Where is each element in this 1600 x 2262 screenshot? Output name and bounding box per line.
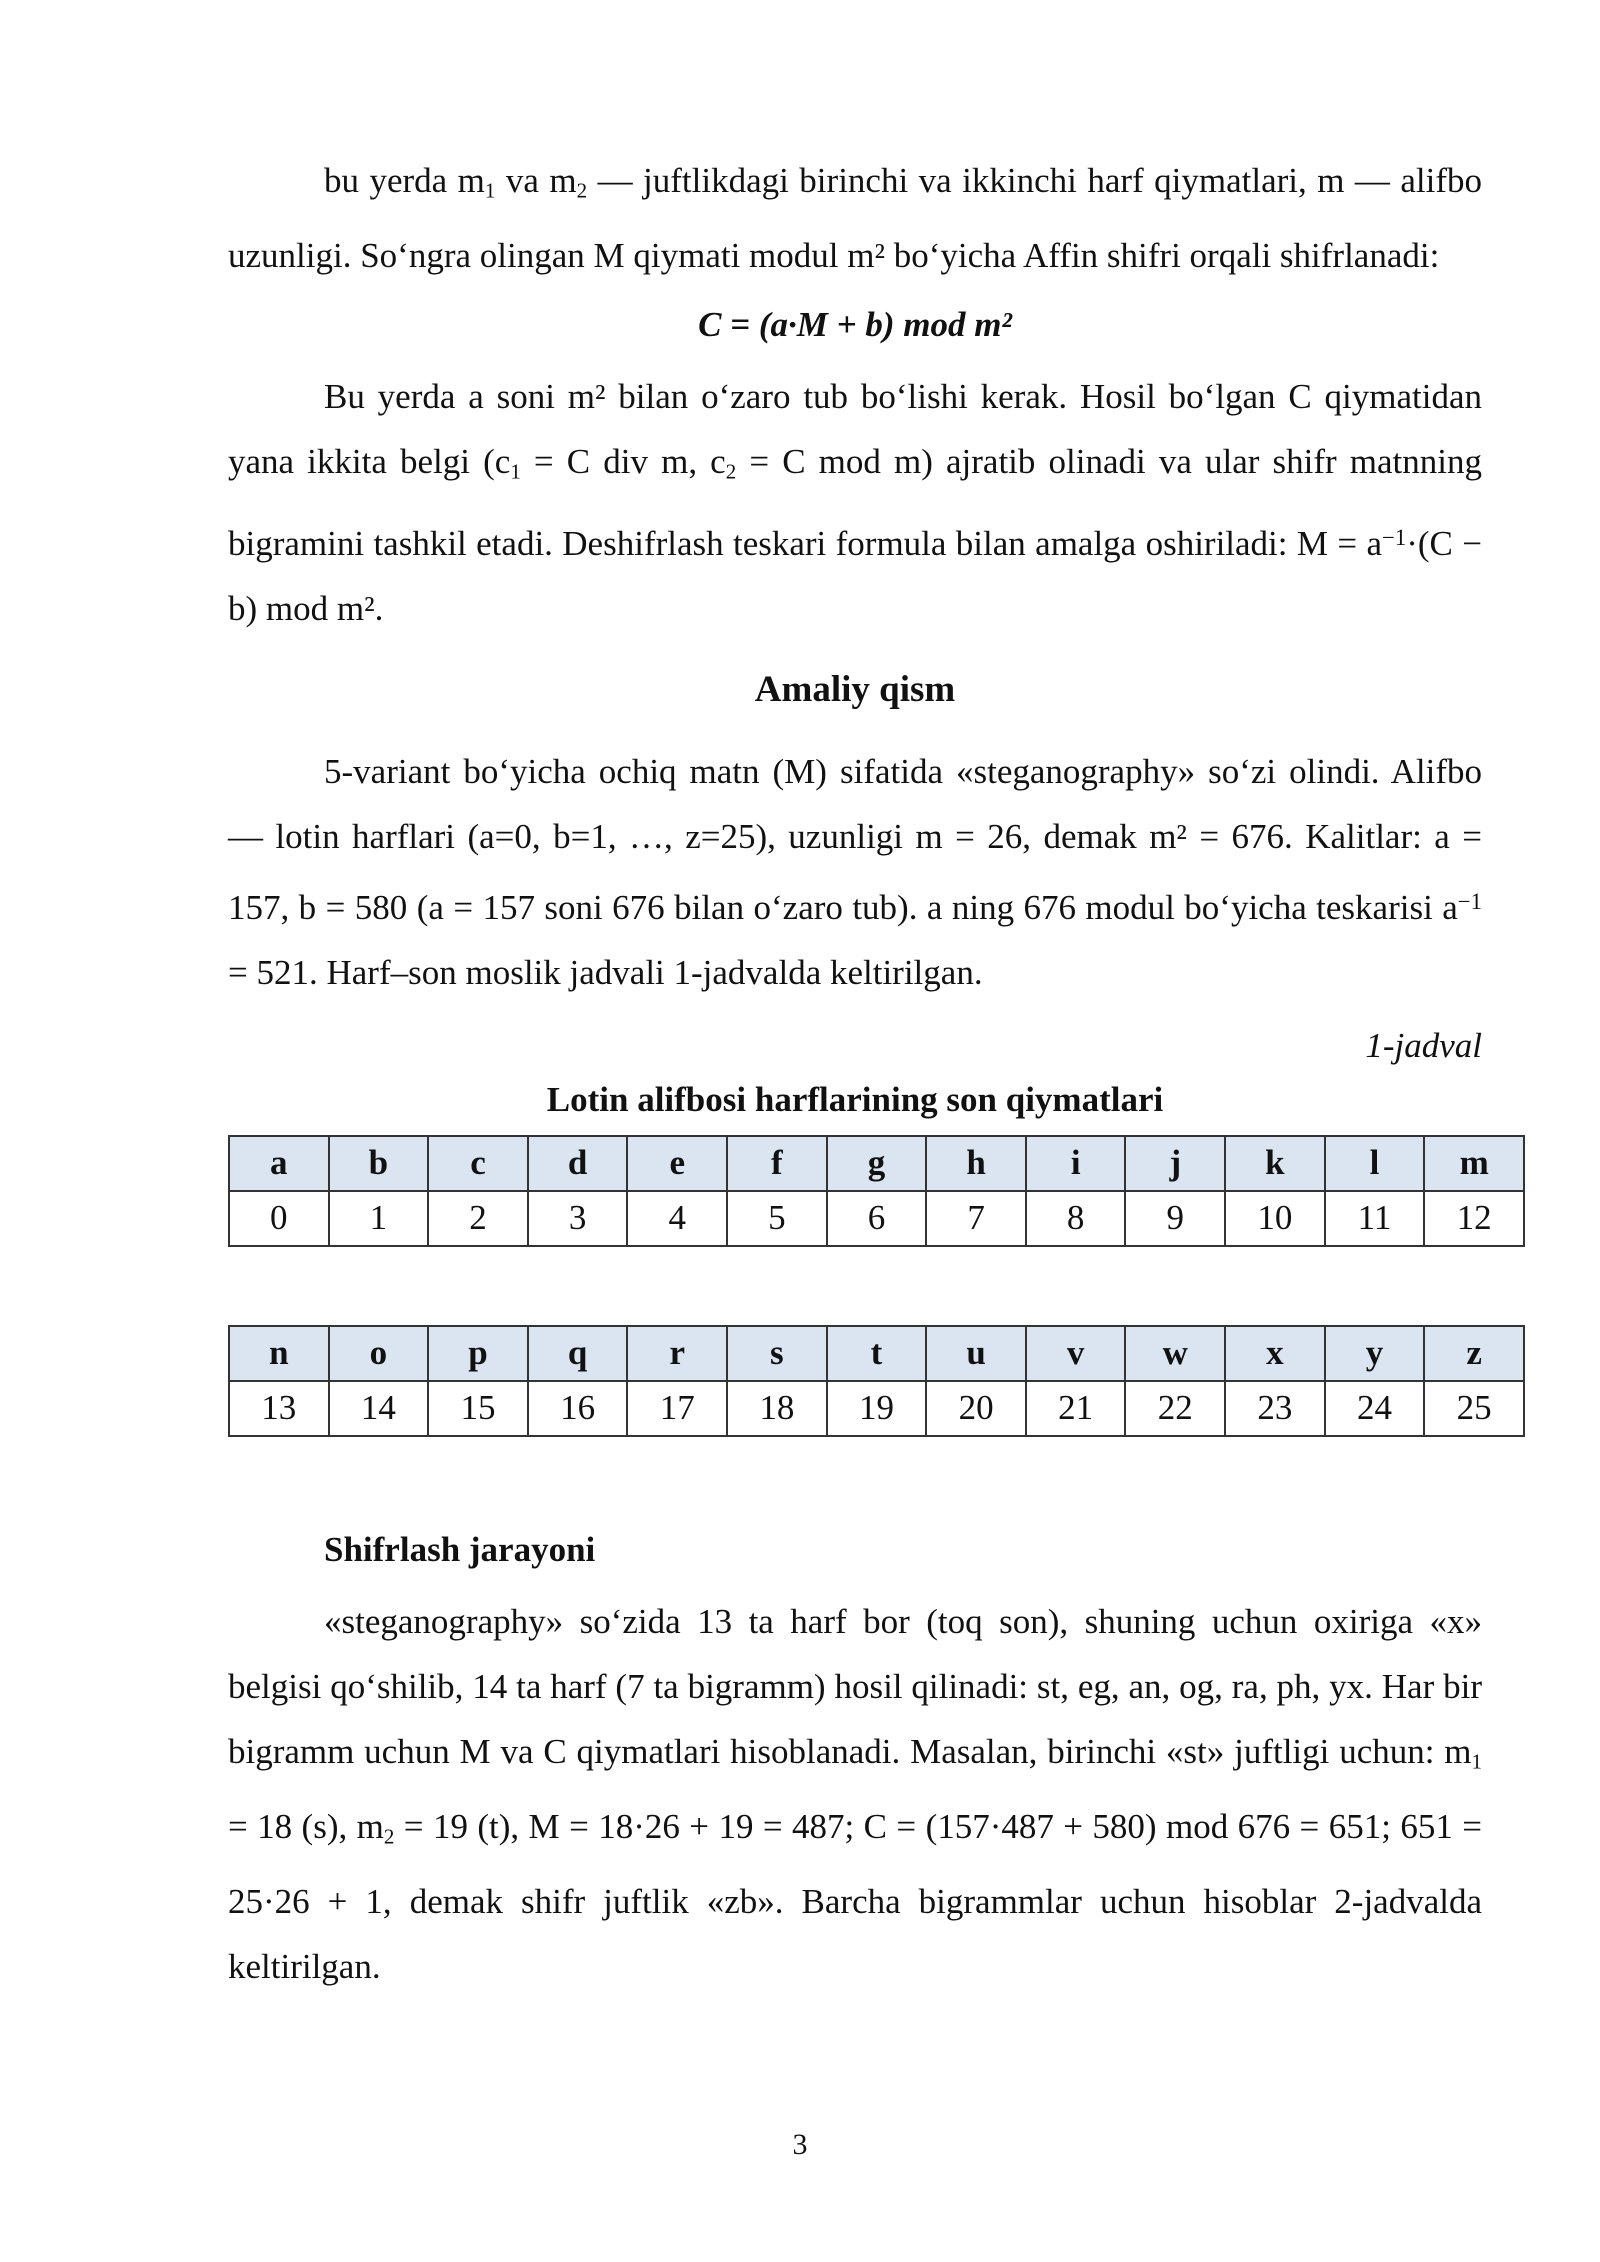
alphabet-table-part2 [228,1325,1525,1437]
table-cell-value: 19 [827,1381,927,1436]
text-run: «steganography» so‘zida 13 ta harf bor (toq son), shuning uchun oxiriga «x» belgisi qo‘shilib, 14 ta harf (7 ta bigramm) hosil qilinadi: st, eg, an, og, ra, ph, yx. Har bir bigramm uchun M va C qiymatlari hisoblanadi. Masalan, birinchi «st» juftligi uchun: m [228,1601,1482,1771]
table-cell-value: 7 [926,1191,1026,1246]
table-cell-letter: a [229,1136,329,1191]
table-cell-value: 17 [627,1381,727,1436]
table-number-label: 1-jadval [1365,1025,1482,1065]
table-cell-letter: y [1325,1326,1425,1381]
page-number: 3 [792,2128,808,2161]
table-cell-letter: i [1026,1136,1126,1191]
table-cell-letter: g [827,1136,927,1191]
table-cell-letter: o [329,1326,429,1381]
text-run: = C mod m) ajratib olinadi va ular shifr matnning bigramini tashkil etadi. Deshifrlash teskari formula bilan amalga oshiriladi: M = a [228,442,1482,563]
table-cell-letter: z [1424,1326,1524,1381]
table-cell-value: 18 [727,1381,827,1436]
table-cell-value: 12 [1424,1191,1524,1246]
table-cell-value: 22 [1125,1381,1225,1436]
table-cell-letter: t [827,1326,927,1381]
table-cell-letter: q [528,1326,628,1381]
table-cell-value: 13 [229,1381,329,1436]
text-run: = C div m, c [520,442,726,482]
table-cell-letter: d [528,1136,628,1191]
section-heading: Amaliy qism [754,668,956,710]
text-run: — juftlikdagi birinchi va ikkinchi harf qiymatlari, m — alifbo uzunligi. So‘ngra olingan M qiymati modul m² bo‘yicha Affin shifri orqali shifrlanadi: [228,161,1482,276]
paragraph-variables-definition [228,148,1482,288]
table-row-values [229,1191,1524,1246]
superscript: −1 [1382,524,1407,550]
paragraph-decryption [228,364,1482,640]
text-run: Bu yerda a soni m² bilan o‘zaro tub bo‘lishi kerak. Hosil bo‘lgan C qiymatidan yana ikkita belgi (c [228,377,1482,482]
paragraph-encryption-process [228,1589,1482,2000]
alphabet-table-part1 [228,1135,1525,1247]
table-cell-letter: x [1225,1326,1325,1381]
page-content [228,148,1492,1999]
table-cell-value: 2 [428,1191,528,1246]
table-cell-value: 1 [329,1191,429,1246]
table-cell-value: 6 [827,1191,927,1246]
table-cell-value: 21 [1026,1381,1126,1436]
table-cell-value: 9 [1125,1191,1225,1246]
table-cell-letter: k [1225,1136,1325,1191]
subscript: 2 [383,1824,395,1849]
affine-formula: C = (a·M + b) mod m² [698,305,1012,345]
subsection-heading: Shifrlash jarayoni [324,1529,596,1569]
table-cell-value: 16 [528,1381,628,1436]
table-row-letters [229,1326,1524,1381]
table-cell-letter: m [1424,1136,1524,1191]
table-cell-value: 15 [428,1381,528,1436]
table-cell-letter: e [627,1136,727,1191]
superscript: −1 [1457,888,1482,914]
subscript: 1 [484,178,496,203]
table-cell-value: 20 [926,1381,1026,1436]
table-cell-value: 23 [1225,1381,1325,1436]
text-run: 5-variant bo‘yicha ochiq matn (M) sifatida «steganography» so‘zi olindi. Alifbo — lotin harflari (a=0, b=1, …, z=25), uzunligi m = 26, demak m² = 676. Kalitlar: a = 157, b = 580 (a = 157 soni 676 bilan o‘zaro tub). a ning 676 modul bo‘yicha teskarisi a [228,751,1482,927]
table-title: Lotin alifbosi harflarining son qiymatlari [546,1079,1164,1119]
table-cell-value: 10 [1225,1191,1325,1246]
table-cell-value: 4 [627,1191,727,1246]
text-run: ·(C − b) mod m². [228,523,1482,628]
table-cell-letter: s [727,1326,827,1381]
table-cell-letter: u [926,1326,1026,1381]
table-cell-letter: r [627,1326,727,1381]
subscript: 2 [576,178,588,203]
table-cell-letter: p [428,1326,528,1381]
table-cell-letter: n [229,1326,329,1381]
table-cell-letter: w [1125,1326,1225,1381]
table-cell-letter: c [428,1136,528,1191]
table-cell-value: 0 [229,1191,329,1246]
table-cell-value: 14 [329,1381,429,1436]
text-run: = 18 (s), m [228,1807,384,1847]
table-cell-value: 11 [1325,1191,1425,1246]
table-row-letters [229,1136,1524,1191]
table-row-values [229,1381,1524,1436]
table-cell-value: 25 [1424,1381,1524,1436]
text-run: = 521. Harf–son moslik jadvali 1-jadvalda keltirilgan. [228,952,983,992]
table-cell-value: 24 [1325,1381,1425,1436]
table-cell-letter: f [727,1136,827,1191]
subscript: 1 [510,459,521,484]
text-run: bu yerda m [324,161,485,200]
table-cell-letter: v [1026,1326,1126,1381]
table-cell-letter: h [926,1136,1026,1191]
subscript: 1 [1471,1749,1482,1774]
subscript: 2 [725,459,737,484]
table-cell-value: 3 [528,1191,628,1246]
table-cell-letter: j [1125,1136,1225,1191]
table-cell-letter: b [329,1136,429,1191]
paragraph-practical-setup [228,739,1482,1005]
table-cell-value: 5 [727,1191,827,1246]
table-cell-value: 8 [1026,1191,1126,1246]
text-run: = 19 (t), M = 18·26 + 19 = 487; C = (157·487 + 580) mod 676 = 651; 651 = 25·26 + 1, demak shifr juftlik «zb». Barcha bigrammlar uchun hisoblar 2-jadvalda keltirilgan. [228,1807,1482,1987]
table-cell-letter: l [1325,1136,1425,1191]
text-run: va m [495,161,577,200]
